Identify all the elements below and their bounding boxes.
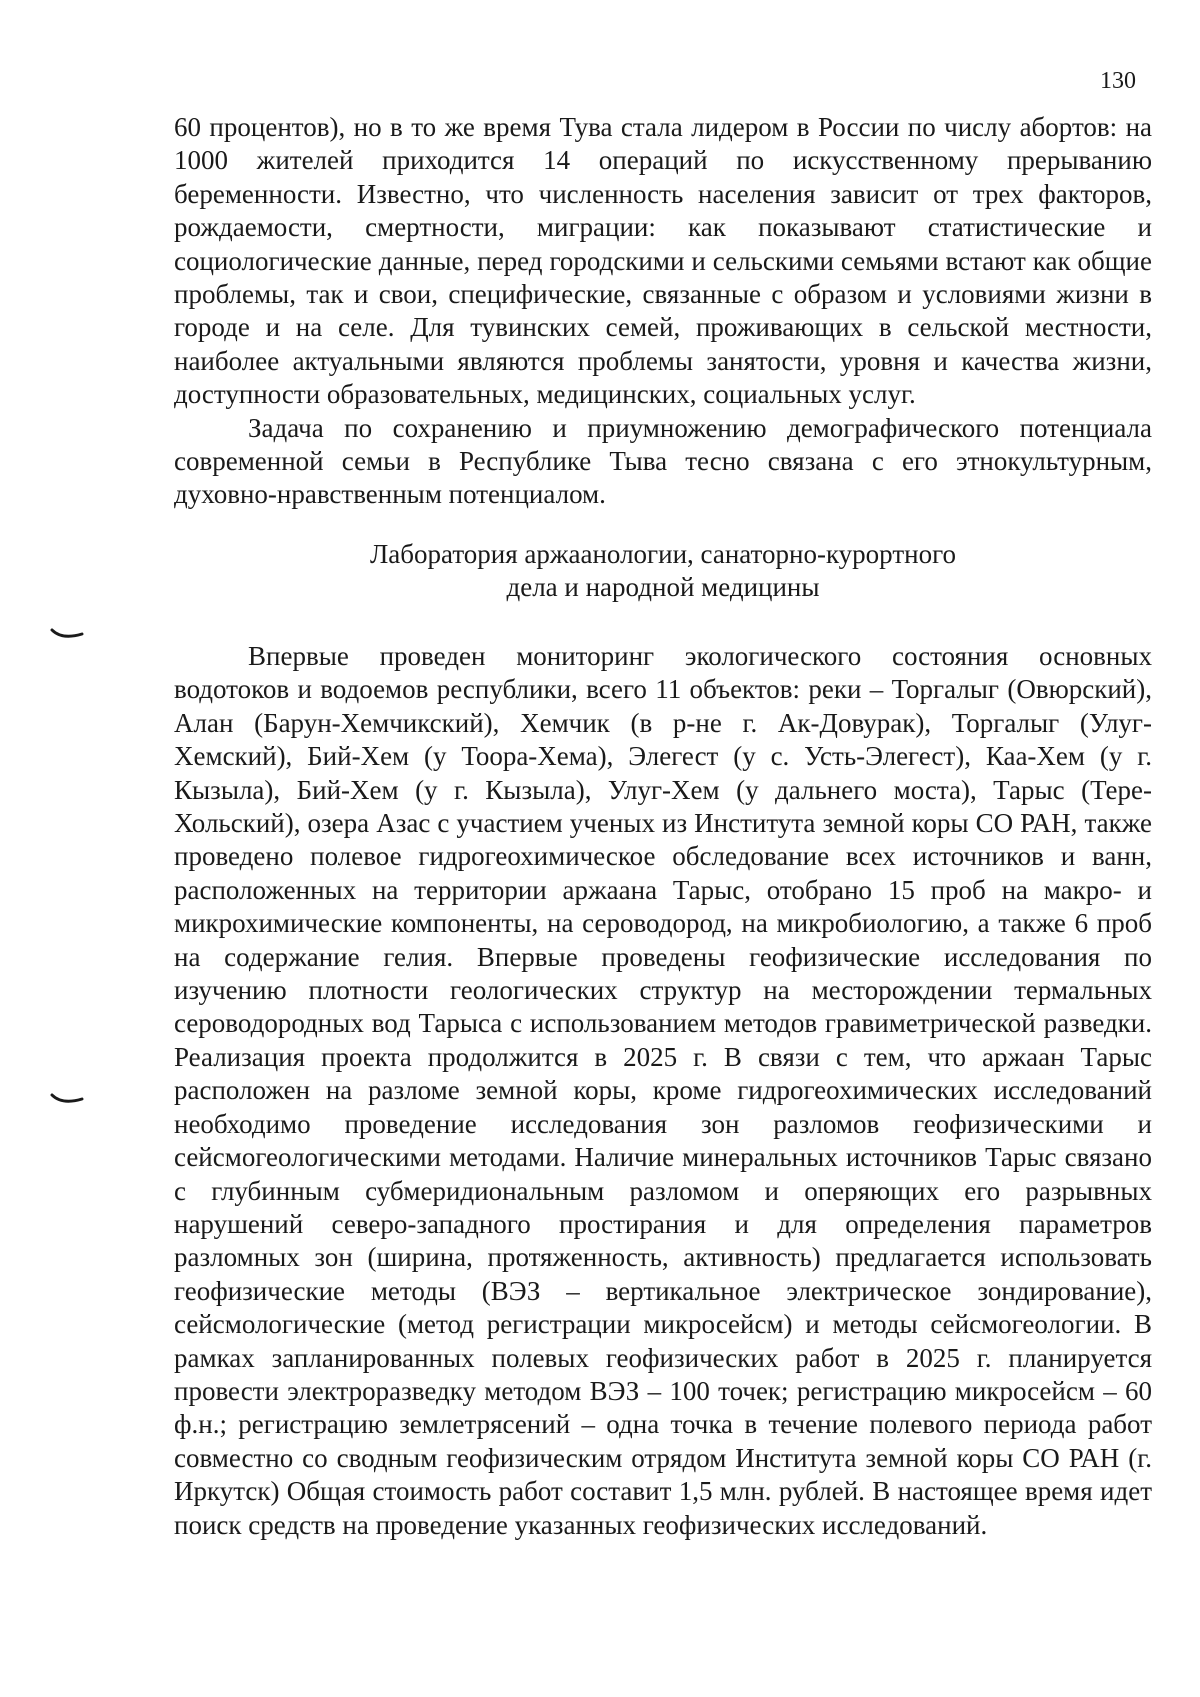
section-heading bbox=[174, 538, 1152, 605]
section-heading-line-2: дела и народной медицины bbox=[506, 572, 820, 603]
binding-hole-mark-icon bbox=[50, 1093, 84, 1107]
intro-paragraph-2: Задача по сохранению и приумножению демографического потенциала современной семьи в Республике Тыва тесно связана с его этнокультурным, духовно-нравственным потенциалом. bbox=[174, 412, 1152, 510]
intro-paragraph-1: 60 процентов), но в то же время Тува стала лидером в России по числу абортов: на 1000 жителей приходится 14 операций по искусственному прерыванию беременности. Известно, что численность населения зависит от трех факторов, рождаемости, смертности, миграции: как показывают статистические и социологические данные, перед городскими и сельскими семьями встают как общие проблемы, так и свои, специфические, связанные с образом и условиями жизни в городе и на селе. Для тувинских семей, проживающих в сельской местности, наиболее актуальными являются проблемы занятости, уровня и качества жизни, доступности образовательных, медицинских, социальных услуг. bbox=[174, 112, 1152, 410]
page-number: 130 bbox=[1100, 68, 1136, 94]
binding-hole-mark-icon bbox=[50, 628, 84, 642]
intro-text-block bbox=[174, 111, 1152, 512]
lab-text-block bbox=[174, 640, 1152, 1542]
section-heading-line-1: Лаборатория аржаанологии, санаторно-курортного bbox=[370, 539, 956, 569]
lab-paragraph: Впервые проведен мониторинг экологического состояния основных водотоков и водоемов республики, всего 11 объектов: реки – Торгалыг (Овюрский), Алан (Барун-Хемчикский), Хемчик (в р-не г. Ак-Довурак), Торгалыг (Улуг-Хемский), Бий-Хем (у Тоора-Хема), Элегест (у с. Усть-Элегест), Каа-Хем (у г. Кызыла), Бий-Хем (у г. Кызыла), Улуг-Хем (у дальнего моста), Тарыс (Тере-Хольский), озера Азас с участием ученых из Института земной коры СО РАН, также проведено полевое гидрогеохимическое обследование всех источников и ванн, расположенных на территории аржаана Тарыс, отобрано 15 проб на макро- и микрохимические компоненты, на сероводород, на микробиологию, а также 6 проб на содержание гелия. Впервые проведены геофизические исследования по изучению плотности геологических структур на месторождении термальных сероводородных вод Тарыса с использованием методов гравиметрической разведки. Реализация проекта продолжится в 2025 г. В связи с тем, что аржаан Тарыс расположен на разломе земной коры, кроме гидрогеохимических исследований необходимо проведение исследования зон разломов геофизическими и сейсмогеологическими методами. Наличие минеральных источников Тарыс связано с глубинным субмеридиональным разломом и оперяющих его разрывных нарушений северо-западного простирания и для определения параметров разломных зон (ширина, протяженность, активность) предлагается использовать геофизические методы (ВЭЗ – вертикальное электрическое зондирование), сейсмологические (метод регистрации микросейсм) и методы сейсмогеологии. В рамках запланированных полевых геофизических работ в 2025 г. планируется провести электроразведку методом ВЭЗ – 100 точек; регистрацию микросейсм – 60 ф.н.; регистрацию землетрясений – одна точка в течение полевого периода работ совместно со сводным геофизическим отрядом Института земной коры СО РАН (г. Иркутск) Общая стоимость работ составит 1,5 млн. рублей. В настоящее время идет поиск средств на проведение указанных геофизических исследований. bbox=[174, 641, 1152, 1540]
